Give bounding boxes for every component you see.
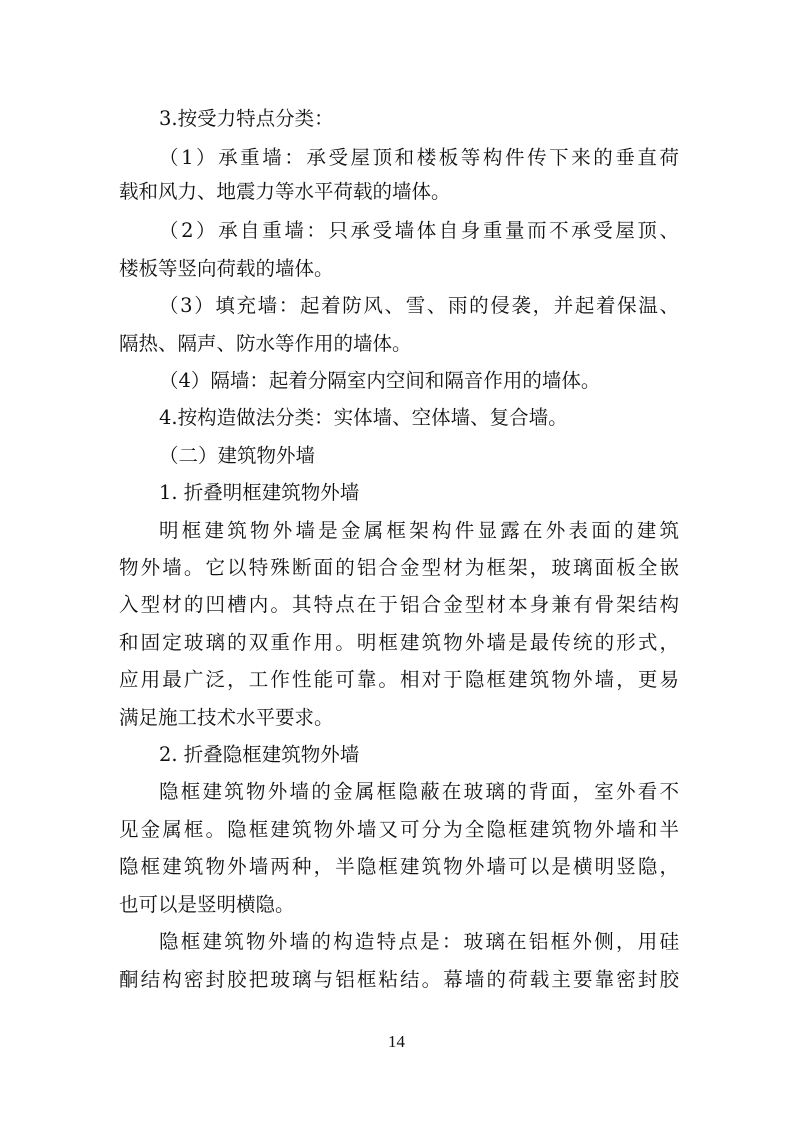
- paragraph-line: 也可以是竖明横隐。: [119, 893, 295, 916]
- paragraph-line: 隐框建筑物外墙的金属框隐蔽在玻璃的背面，室外看不: [159, 780, 679, 803]
- section-heading: 3.按受力特点分类：: [159, 107, 334, 130]
- paragraph-line: 和固定玻璃的双重作用。明框建筑物外墙是最传统的形式，: [119, 631, 679, 654]
- subsection-heading: 1. 折叠明框建筑物外墙: [159, 481, 360, 504]
- paragraph-line: 楼板等竖向荷载的墙体。: [119, 257, 334, 280]
- paragraph-line: 隔热、隔声、防水等作用的墙体。: [119, 332, 412, 355]
- paragraph-line: 满足施工技术水平要求。: [119, 706, 334, 729]
- page-number: 14: [388, 1032, 405, 1051]
- paragraph-line: 物外墙。它以特殊断面的铝合金型材为框架，玻璃面板全嵌: [119, 556, 679, 579]
- paragraph-line: 明框建筑物外墙是金属框架构件显露在外表面的建筑: [159, 519, 679, 542]
- paragraph-line: 见金属框。隐框建筑物外墙又可分为全隐框建筑物外墙和半: [119, 818, 679, 841]
- paragraph-line: 入型材的凹槽内。其特点在于铝合金型材本身兼有骨架结构: [119, 593, 679, 616]
- paragraph-line: 载和风力、地震力等水平荷载的墙体。: [119, 180, 451, 203]
- paragraph-line: 隐框建筑物外墙的构造特点是：玻璃在铝框外侧，用硅: [159, 930, 679, 953]
- paragraph-line: （3）填充墙：起着防风、雪、雨的侵袭，并起着保温、: [159, 294, 679, 317]
- section-heading: 4.按构造做法分类：实体墙、空体墙、复合墙。: [159, 406, 568, 429]
- subsection-heading: 2. 折叠隐框建筑物外墙: [159, 743, 360, 766]
- section-heading: （二）建筑物外墙: [159, 444, 316, 467]
- paragraph-line: （2）承自重墙：只承受墙体自身重量而不承受屋顶、: [159, 219, 679, 242]
- paragraph-line: 隐框建筑物外墙两种，半隐框建筑物外墙可以是横明竖隐，: [119, 855, 679, 878]
- paragraph-line: 酮结构密封胶把玻璃与铝框粘结。幕墙的荷载主要靠密封胶: [119, 968, 679, 991]
- paragraph-line: 应用最广泛，工作性能可靠。相对于隐框建筑物外墙，更易: [119, 668, 679, 691]
- paragraph-line: （1）承重墙：承受屋顶和楼板等构件传下来的垂直荷: [159, 146, 679, 169]
- paragraph-line: （4）隔墙：起着分隔室内空间和隔音作用的墙体。: [159, 369, 601, 392]
